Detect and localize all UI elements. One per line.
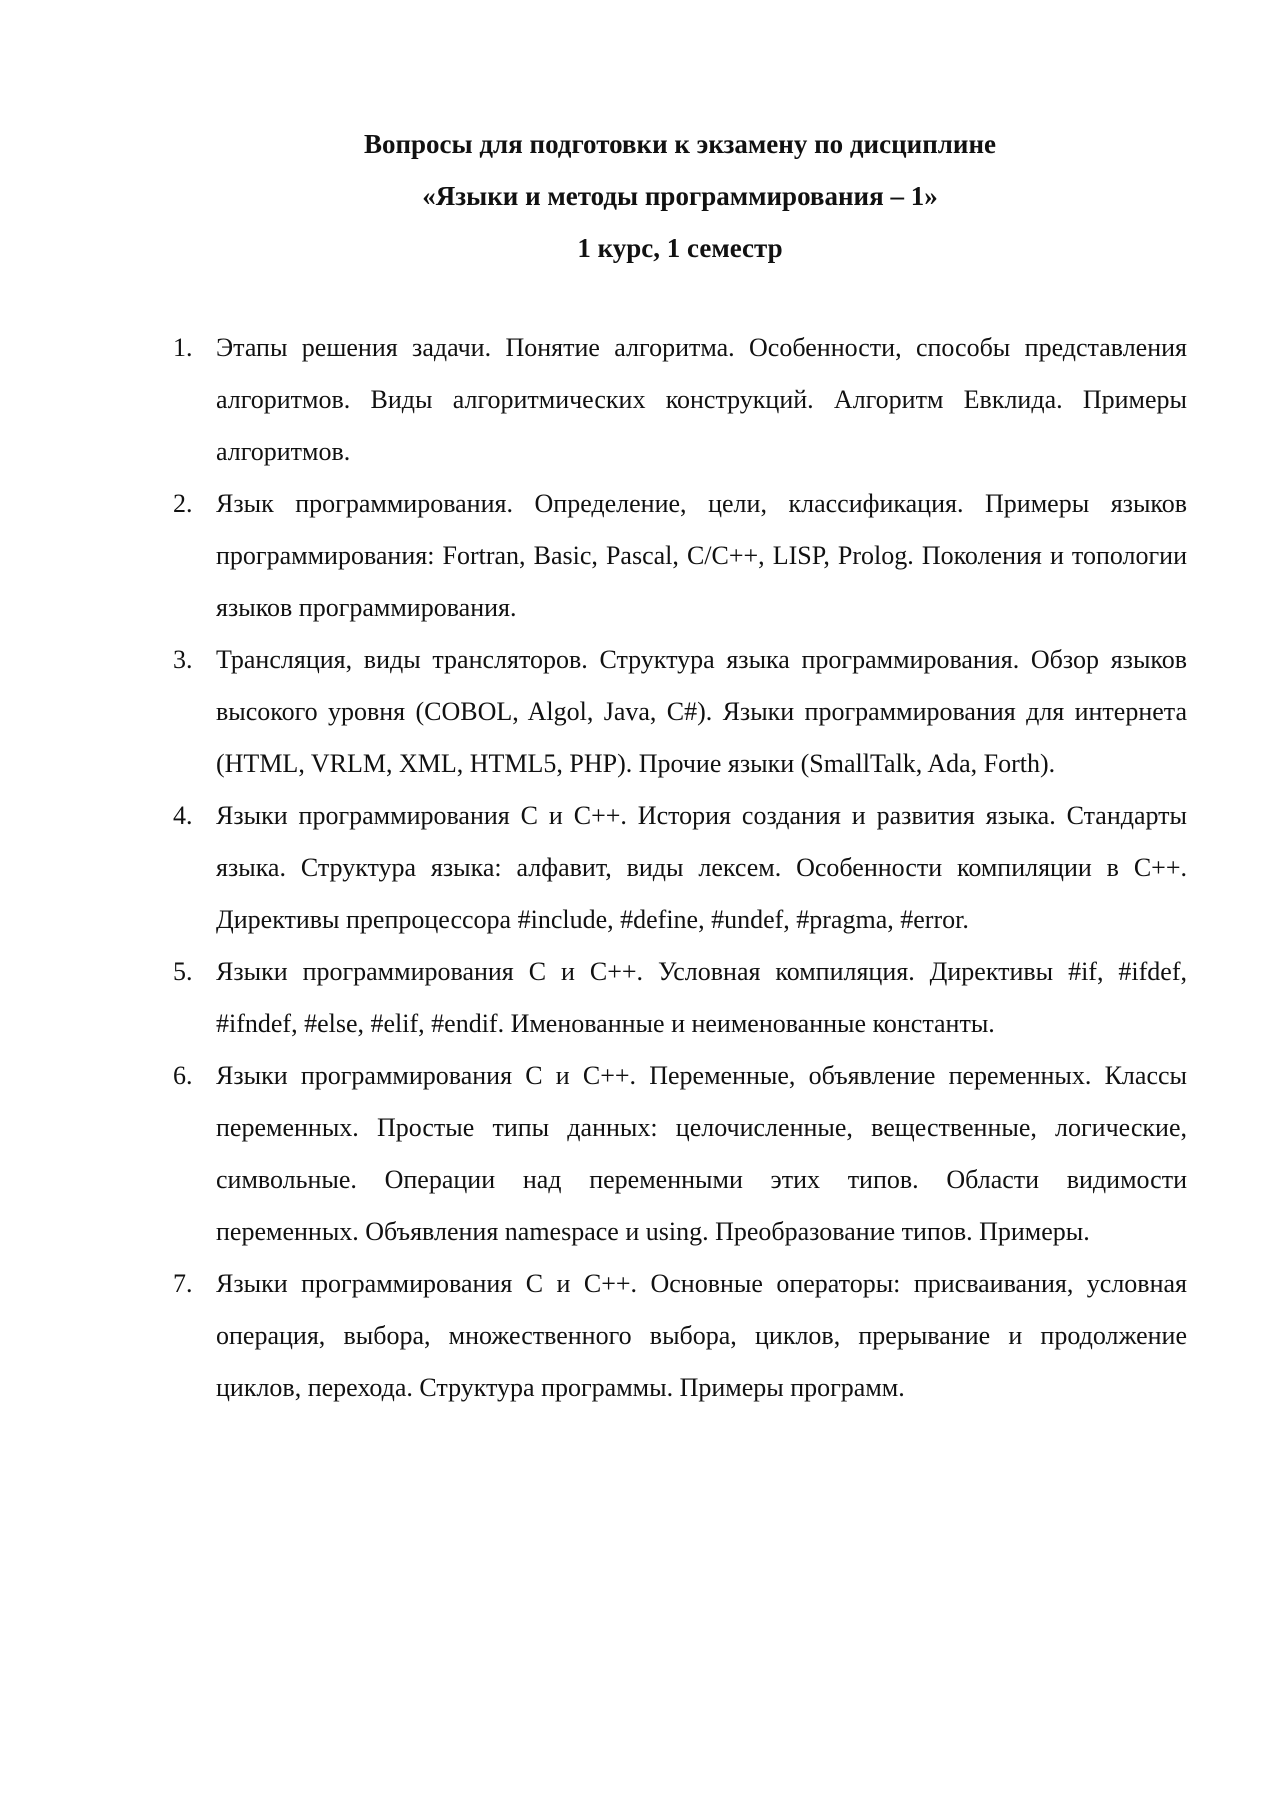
question-item: [173, 478, 1187, 634]
question-number: 4.: [173, 801, 193, 830]
question-text: Языки программирования С и С++. Условная компиляция. Директивы #if, #ifdef, #ifndef, #else, #elif, #endif. Именованные и неименованные константы.: [216, 957, 1187, 1038]
document-header: [173, 118, 1187, 274]
question-number: 7.: [173, 1269, 193, 1298]
header-course-line: 1 курс, 1 семестр: [577, 233, 783, 263]
question-number: 2.: [173, 489, 193, 518]
question-text: Этапы решения задачи. Понятие алгоритма. Особенности, способы представления алгоритмов. Виды алгоритмических конструкций. Алгоритм Евклида. Примеры алгоритмов.: [216, 333, 1187, 466]
header-title-line: Вопросы для подготовки к экзамену по дисциплине: [363, 129, 997, 159]
question-item: [173, 1050, 1187, 1258]
question-item: [173, 1258, 1187, 1414]
question-item: [173, 790, 1187, 946]
question-number: 5.: [173, 957, 193, 986]
question-number: 1.: [173, 333, 193, 362]
question-number: 6.: [173, 1061, 193, 1090]
question-text: Языки программирования С и С++. Основные операторы: присваивания, условная операция, выбора, множественного выбора, циклов, прерывание и продолжение циклов, перехода. Структура программы. Примеры программ.: [216, 1269, 1187, 1402]
question-text: Язык программирования. Определение, цели, классификация. Примеры языков программирования: Fortran, Basic, Pascal, C/C++, LISP, Prolog. Поколения и топологии языков программирования.: [216, 489, 1187, 622]
question-item: [173, 946, 1187, 1050]
question-item: [173, 322, 1187, 478]
question-number: 3.: [173, 645, 193, 674]
question-text: Языки программирования С и С++. Переменные, объявление переменных. Классы переменных. Простые типы данных: целочисленные, вещественные, логические, символьные. Операции над переменными этих типов. Области видимости переменных. Объявления namespace и using. Преобразование типов. Примеры.: [216, 1061, 1187, 1246]
question-text: Трансляция, виды трансляторов. Структура языка программирования. Обзор языков высокого уровня (COBOL, Algol, Java, C#). Языки программирования для интернета (HTML, VRLM, XML, HTML5, PHP). Прочие языки (SmallTalk, Ada, Forth).: [216, 645, 1187, 778]
question-item: [173, 634, 1187, 790]
header-discipline-line: «Языки и методы программирования – 1»: [422, 181, 938, 211]
question-list: [173, 322, 1187, 1414]
question-text: Языки программирования С и С++. История создания и развития языка. Стандарты языка. Структура языка: алфавит, виды лексем. Особенности компиляции в С++. Директивы препроцессора #include, #define, #undef, #pragma, #error.: [216, 801, 1187, 934]
